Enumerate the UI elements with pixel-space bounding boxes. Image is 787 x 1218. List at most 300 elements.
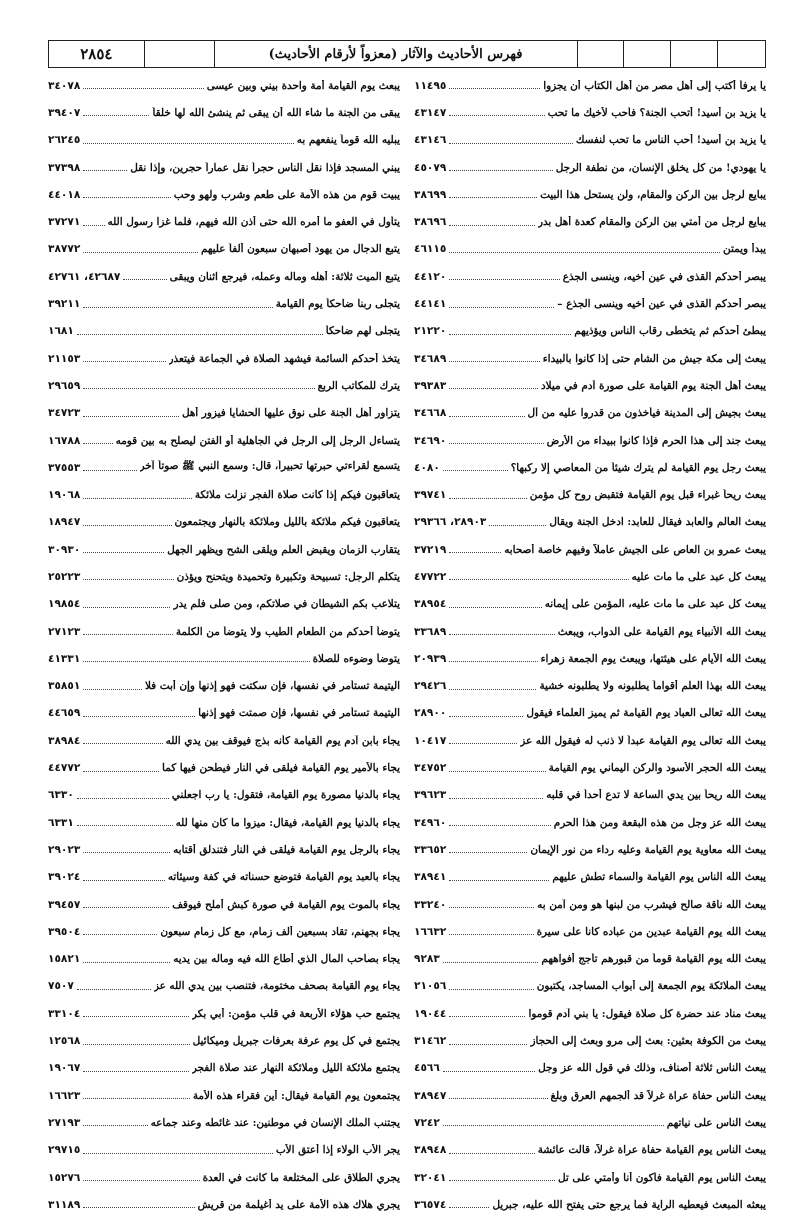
index-entry <box>414 154 766 181</box>
entry-reference-number: ٢٦٢٤٥ <box>48 134 81 147</box>
entry-text: اليتيمة تستأمر في نفسها، فإن صمتت فهو إذنها <box>198 707 400 720</box>
entry-reference-number: ٢٩٤٢٦ <box>414 680 447 693</box>
entry-reference-number: ٢٩٦٥٩ <box>48 379 81 392</box>
index-entry <box>48 372 400 399</box>
index-entry <box>414 1164 766 1191</box>
index-entry <box>414 99 766 126</box>
entry-reference-number: ١٩٠٦٨ <box>48 489 81 502</box>
entry-text: يتسمع لقراءتي حبرتها تحبيراً، قال: وسمع النبي ﷺ صوتاً آخر <box>139 460 400 473</box>
entry-reference-number: ٤٧٧٢٢ <box>414 570 447 583</box>
entry-reference-number: ٦٣٣١ <box>48 816 74 829</box>
index-entry <box>414 700 766 727</box>
entry-text: يجتمع ملائكة الليل وملائكة النهار عند صلاة الفجر <box>191 1062 400 1075</box>
entry-reference-number: ٩٢٨٣ <box>414 953 440 966</box>
entry-text: يبعث الله يوم القيامة قوماً من قبورهم تأجج أفواههم <box>541 953 766 966</box>
dot-leader <box>449 388 538 389</box>
index-entry <box>414 1082 766 1109</box>
entry-reference-number: ٣٩٤٠٧ <box>48 106 81 119</box>
dot-leader <box>449 934 533 935</box>
dot-leader <box>83 197 170 198</box>
entry-reference-number: ٢٨٩٠٣، ٢٩٣٦٦ <box>414 516 487 529</box>
index-entry <box>414 618 766 645</box>
entry-text: يبعث الله تعالى يوم القيامة عبداً لا ذنب له فيقول الله عز <box>520 734 766 747</box>
entry-reference-number: ٣٦٥٧٤ <box>414 1198 447 1211</box>
index-entry <box>414 591 766 618</box>
dot-leader <box>83 470 136 471</box>
index-entry <box>48 591 400 618</box>
entry-reference-number: ٤٤٠١٨ <box>48 188 81 201</box>
entry-reference-number: ٣٠٩٣٠ <box>48 543 81 556</box>
dot-leader <box>449 743 517 744</box>
index-entry <box>414 1109 766 1136</box>
entry-reference-number: ٣٩٧٤١ <box>414 489 447 502</box>
entry-text: يبعث العالم والعابد فيقال للعابد: ادخل الجنة ويقال <box>549 516 766 529</box>
entry-text: يتقارب الزمان ويقبض العلم ويلقى الشح ويظهر الجهل <box>167 543 400 556</box>
entry-reference-number: ٣٩٥٠٤ <box>48 925 81 938</box>
index-entry <box>414 318 766 345</box>
entry-reference-number: ١١٤٩٥ <box>414 79 447 92</box>
index-entry <box>414 864 766 891</box>
dot-leader <box>83 170 127 171</box>
header-empty-cell <box>718 41 765 67</box>
entry-reference-number: ٣٣٦٨٩ <box>414 625 447 638</box>
entry-text: يتوضأ وضوءه للصلاة <box>312 652 400 665</box>
index-entry <box>48 400 400 427</box>
entry-text: يبني المسجد فإذا نقل الناس حجراً نقل عماراً حجرين، وإذا نقل <box>130 161 400 174</box>
entry-text: يبعث رجل يوم القيامة لم يترك شيئاً من المعاصي إلا ركبها؟ <box>510 461 766 474</box>
dot-leader <box>83 743 162 744</box>
entry-reference-number: ١٩٨٥٤ <box>48 598 81 611</box>
entry-text: يتعاقبون فيكم إذا كانت صلاة الفجر نزلت ملائكة <box>194 489 400 502</box>
dot-leader <box>77 798 169 799</box>
dot-leader <box>123 279 166 280</box>
entry-text: يتأول في العفو ما أمره الله حتى أذن الله فيهم، فلما غزا رسول الله <box>107 216 400 229</box>
index-entry <box>414 946 766 973</box>
dot-leader <box>449 361 539 362</box>
index-entry <box>48 481 400 508</box>
entry-text: يتلاعب بكم الشيطان في صلاتكم، ومن صلى فلم يدر <box>173 598 400 611</box>
dot-leader <box>83 689 142 690</box>
entry-reference-number: ٣١١٨٩ <box>48 1198 81 1211</box>
entry-reference-number: ٢٥٢٢٣ <box>48 570 81 583</box>
entry-reference-number: ١٦٦٢٣ <box>48 1089 81 1102</box>
index-entry <box>414 1191 766 1218</box>
dot-leader <box>83 1044 189 1045</box>
index-entry <box>414 181 766 208</box>
entry-reference-number: ٤٥٦٦ <box>414 1062 440 1075</box>
entry-text: يجتنب الملك الإنسان في موطنين: عند غائطه وعند جماعه <box>150 1116 400 1129</box>
entry-text: يجاء بصاحب المال الذي أطاع الله فيه وماله بين يديه <box>173 953 400 966</box>
entry-reference-number: ١٢٥٦٨ <box>48 1035 81 1048</box>
entry-reference-number: ٣٤٧٥٢ <box>414 762 447 775</box>
entry-text: يبعث الله الأنبياء يوم القيامة على الدواب، ويبعث <box>557 625 766 638</box>
dot-leader <box>83 225 104 226</box>
index-entry <box>48 864 400 891</box>
index-entry <box>414 290 766 317</box>
index-entry <box>48 318 400 345</box>
dot-leader <box>83 361 165 362</box>
entry-text: يبعث الله بهذا العلم أقواماً يطلبونه ولا يطلبونه خشية <box>539 680 766 693</box>
entry-text: يتوضأ أحدكم من الطعام الطيب ولا يتوضأ من الكلمة <box>175 625 400 638</box>
dot-leader <box>449 634 554 635</box>
dot-leader <box>449 771 545 772</box>
index-entry <box>48 836 400 863</box>
entry-text: يبايع لرجل بين الركن والمقام، ولن يستحل هذا البيت <box>540 188 766 201</box>
index-entry <box>414 673 766 700</box>
entry-reference-number: ١٩٠٤٤ <box>414 1007 447 1020</box>
entry-reference-number: ٣٨٩٨٤ <box>48 734 81 747</box>
entry-text: يبصر أحدكم القذى في عين أخيه وينسى الجذع – <box>557 298 766 311</box>
index-entry <box>48 700 400 727</box>
dot-leader <box>449 252 720 253</box>
index-entry <box>48 563 400 590</box>
entry-reference-number: ٣٤٠٧٨ <box>48 79 81 92</box>
dot-leader <box>449 798 543 799</box>
entry-text: يبعث ريحاً غبراء قبل يوم القيامة فتقبض روح كل مؤمن <box>529 489 766 502</box>
entry-text: يجري الطلاق على المختلعة ما كانت في العدة <box>202 1171 400 1184</box>
entry-text: يتكلم الرجل: تسبيحة وتكبيرة وتحميدة ويتحنح ويؤذن <box>176 570 400 583</box>
index-entry <box>48 236 400 263</box>
dot-leader <box>83 143 293 144</box>
index-column-right <box>414 72 766 1218</box>
index-entry <box>48 891 400 918</box>
header-empty-cell <box>671 41 718 67</box>
index-entry <box>414 400 766 427</box>
dot-leader <box>83 498 191 499</box>
entry-text: يبقى من الجنة ما شاء الله أن يبقى ثم ينشئ الله لها خلقاً <box>152 106 400 119</box>
dot-leader <box>83 307 272 308</box>
entry-text: يبعث الناس ثلاثة أصناف، وذلك في قول الله عز وجل <box>538 1062 766 1075</box>
dot-leader <box>83 716 195 717</box>
entry-reference-number: ٤٤٧٧٢ <box>48 762 81 775</box>
entry-text: يبعث من الكوفة بعثين: بعث إلى مرو وبعث إلى الحجاز <box>530 1035 766 1048</box>
entry-text: يجاء بالأمير يوم القيامة فيلقى في النار فيطحن فيها كما <box>162 762 400 775</box>
entry-text: يتبع الميت ثلاثة: أهله وماله وعمله، فيرجع اثنان ويبقى <box>169 270 400 283</box>
index-entry <box>48 1191 400 1218</box>
entry-text: يبعث أهل الجنة يوم القيامة على صورة آدم في ميلاد <box>541 379 766 392</box>
entry-reference-number: ٢٠٩٣٩ <box>414 652 447 665</box>
index-entry <box>414 127 766 154</box>
entry-reference-number: ٣٤٦٨٩ <box>414 352 447 365</box>
entry-reference-number: ٣٤٦٩٠ <box>414 434 447 447</box>
header-empty-cell <box>578 41 625 67</box>
entry-text: يبعث مناد عند حضرة كل صلاة فيقول: يا بني آدم قوموا <box>528 1007 766 1020</box>
entry-reference-number: ٣٧٢١٩ <box>414 543 447 556</box>
dot-leader <box>83 1153 273 1154</box>
dot-leader <box>83 443 112 444</box>
entry-text: يتجلى لهم ضاحكاً <box>325 325 400 338</box>
dot-leader <box>443 1125 664 1126</box>
entry-reference-number: ٣٧٥٥٣ <box>48 461 81 474</box>
dot-leader <box>449 852 527 853</box>
entry-reference-number: ١٠٤١٧ <box>414 734 447 747</box>
entry-reference-number: ٣٨٩٤٨ <box>414 1144 447 1157</box>
entry-text: يا يزيد بن أسيد! أحب الناس ما تحب لنفسك <box>575 134 766 147</box>
entry-text: يبعث الناس يوم القيامة فأكون أنا وأمتي على تل <box>557 1171 766 1184</box>
entry-text: يبعث الله ريحاً بين يدي الساعة لا تدع أحداً في قلبه <box>546 789 766 802</box>
dot-leader <box>83 661 309 662</box>
dot-leader <box>83 771 159 772</box>
index-entry <box>48 618 400 645</box>
dot-leader <box>449 689 536 690</box>
dot-leader <box>449 170 552 171</box>
entry-reference-number: ١٦٨١ <box>48 325 74 338</box>
dot-leader <box>443 470 508 471</box>
index-entry <box>414 1055 766 1082</box>
index-entry <box>48 208 400 235</box>
dot-leader <box>449 1180 555 1181</box>
entry-reference-number: ٣٩٢١١ <box>48 298 81 311</box>
entry-reference-number: ٣٩٠٢٤ <box>48 871 81 884</box>
index-entry <box>48 454 400 481</box>
index-entry <box>48 918 400 945</box>
dot-leader <box>449 143 572 144</box>
dot-leader <box>449 552 501 553</box>
entry-text: يبعث بجيش إلى المدينة فيأخذون من قدروا عليه من آل <box>527 407 766 420</box>
index-entry <box>414 836 766 863</box>
index-entry <box>414 236 766 263</box>
dot-leader <box>449 416 524 417</box>
entry-text: يتساءل الرجل إلى الرجل في الجاهلية أو الفتن ليصلح به بين قومه <box>115 434 400 447</box>
entry-reference-number: ٣٤٧٢٣ <box>48 407 81 420</box>
entry-text: يتزاور أهل الجنة على نوق عليها الحشايا فيزور أهل <box>181 407 400 420</box>
entry-text: يترك للمكاتب الربع <box>317 379 400 392</box>
entry-text: يبعث الناس على نياتهم <box>666 1116 766 1129</box>
entry-text: يبعث يوم القيامة أمة واحدة بيني وبين عيسى <box>206 79 400 92</box>
dot-leader <box>83 1180 199 1181</box>
index-entry <box>48 1109 400 1136</box>
entry-reference-number: ٢١٠٥٦ <box>414 980 447 993</box>
entry-reference-number: ٤٤١٢٠ <box>414 270 447 283</box>
entry-text: يجاء بجهنم، تقاد بسبعين ألف زمام، مع كل زمام سبعون <box>160 925 400 938</box>
index-entry <box>414 1137 766 1164</box>
index-column-left <box>48 72 400 1218</box>
index-entry <box>48 754 400 781</box>
header-empty-cell <box>624 41 671 67</box>
dot-leader <box>449 88 540 89</box>
index-entry <box>414 72 766 99</box>
dot-leader <box>449 907 534 908</box>
index-entry <box>48 1055 400 1082</box>
entry-reference-number: ٤٣١٤٦ <box>414 134 447 147</box>
dot-leader <box>83 880 164 881</box>
entry-reference-number: ١٨٩٤٧ <box>48 516 81 529</box>
dot-leader <box>83 552 164 553</box>
entry-text: يبعث جند إلى هذا الحرم فإذا كانوا ببيداء من الأرض <box>546 434 766 447</box>
index-entry <box>414 973 766 1000</box>
index-entry <box>414 481 766 508</box>
header-empty-cell <box>145 41 215 67</box>
index-entry <box>48 263 400 290</box>
entry-text: يجتمع في كل يوم عرفة بعرفات جبريل وميكائيل <box>192 1035 400 1048</box>
entry-text: يبصر أحدكم القذى في عين أخيه، وينسى الجذع <box>562 270 766 283</box>
index-entry <box>48 127 400 154</box>
entry-text: يجري هلاك هذه الأمة على يد أغيلمة من قريش <box>197 1198 400 1211</box>
index-entry <box>414 563 766 590</box>
entry-text: يجاء بالرجل يوم القيامة فيلقى في النار فتندلق أقتابه <box>173 843 400 856</box>
index-entry <box>48 290 400 317</box>
entry-reference-number: ٧٥٠٧ <box>48 980 74 993</box>
dot-leader <box>83 962 170 963</box>
entry-reference-number: ٢٩٧١٥ <box>48 1144 81 1157</box>
entry-reference-number: ٣٨٧٧٢ <box>48 243 81 256</box>
index-entry <box>48 809 400 836</box>
entry-reference-number: ٣٤٦٦٨ <box>414 407 447 420</box>
entry-text: يبعث الله ناقة صالح فيشرب من لبنها هو ومن آمن به <box>537 898 766 911</box>
entry-reference-number: ٣٣٢٤٠ <box>414 898 447 911</box>
index-entry <box>48 645 400 672</box>
entry-reference-number: ٢٧١٢٣ <box>48 625 81 638</box>
entry-reference-number: ٣٨٩٤٧ <box>414 1089 447 1102</box>
entry-reference-number: ٣٩٤٥٧ <box>48 898 81 911</box>
entry-text: يبعث الناس يوم القيامة حفاة عراة غرلاً، قالت عائشة <box>537 1144 766 1157</box>
dot-leader <box>449 197 537 198</box>
entry-text: يبليه الله قوماً ينفعهم به <box>296 134 400 147</box>
index-entry <box>48 946 400 973</box>
index-entry <box>414 509 766 536</box>
entry-text: يبعث الله يوم القيامة عبدين من عباده كانا على سيرة <box>536 925 766 938</box>
entry-reference-number: ٤٦١١٥ <box>414 243 447 256</box>
entry-reference-number: ٤٣١٤٧ <box>414 106 447 119</box>
entry-text: يبعث الناس حفاة عراة غرلاً قد ألجمهم العرق وبلغ <box>550 1089 766 1102</box>
dot-leader <box>449 1098 547 1099</box>
dot-leader <box>449 579 628 580</box>
entry-text: يبعث الله الناس يوم القيامة والسماء تطش عليهم <box>552 871 766 884</box>
dot-leader <box>449 115 544 116</box>
dot-leader <box>449 498 526 499</box>
entry-reference-number: ٣٢٠٤١ <box>414 1171 447 1184</box>
index-entry <box>414 727 766 754</box>
dot-leader <box>449 607 541 608</box>
dot-leader <box>449 880 549 881</box>
dot-leader <box>83 579 173 580</box>
entry-reference-number: ٤١٣٣١ <box>48 652 81 665</box>
dot-leader <box>83 607 170 608</box>
entry-text: يجاء يوم القيامة بصحف مختومة، فتنصب بين يدي الله عز <box>153 980 400 993</box>
entry-reference-number: ٣٨٦٩٦ <box>414 216 447 229</box>
dot-leader <box>83 1125 147 1126</box>
entry-text: يبطئ أحدكم ثم يتخطى رقاب الناس ويؤذيهم <box>574 325 766 338</box>
index-entry <box>414 372 766 399</box>
entry-text: يبيت قوم من هذه الأمة على طعم وشرب ولهو وحب <box>173 188 400 201</box>
dot-leader <box>449 989 533 990</box>
dot-leader <box>449 716 523 717</box>
entry-reference-number: ٣٥٨٥١ <box>48 680 81 693</box>
entry-text: يبعث الله الحجر الأسود والركن اليماني يوم القيامة <box>548 762 766 775</box>
page-number: ٢٨٥٤ <box>49 41 145 67</box>
entry-text: يبايع لرجل من أمتي بين الركن والمقام كعدة أهل بدر <box>537 216 766 229</box>
entry-reference-number: ٣٨٩٤١ <box>414 871 447 884</box>
entry-reference-number: ٤٤٦٥٩ <box>48 707 81 720</box>
index-entry <box>48 536 400 563</box>
entry-reference-number: ٣٨٦٩٩ <box>414 188 447 201</box>
entry-reference-number: ٣٣١٠٤ <box>48 1007 81 1020</box>
index-entry <box>414 263 766 290</box>
index-entry <box>414 645 766 672</box>
entry-reference-number: ٣٣٦٥٢ <box>414 843 447 856</box>
dot-leader <box>449 334 571 335</box>
entry-reference-number: ٤٤١٤١ <box>414 298 447 311</box>
entry-text: يا يزيد بن أسيد! أتحب الجنة؟ فأحب لأخيك ما تحب <box>547 106 766 119</box>
entry-reference-number: ١٥٨٢١ <box>48 953 81 966</box>
dot-leader <box>77 334 323 335</box>
entry-reference-number: ٢١١٥٣ <box>48 352 81 365</box>
entry-reference-number: ١٥٢٧٦ <box>48 1171 81 1184</box>
entry-reference-number: ٣٤٩٦٠ <box>414 816 447 829</box>
entry-text: يجتمعون يوم القيامة فيقال: أين فقراء هذه الأمة <box>192 1089 400 1102</box>
entry-text: اليتيمة تستأمر في نفسها، فإن سكتت فهو إذنها وإن أبت فلا <box>144 680 400 693</box>
dot-leader <box>449 825 550 826</box>
dot-leader <box>83 1098 189 1099</box>
dot-leader <box>443 1071 535 1072</box>
index-entry <box>414 1000 766 1027</box>
dot-leader <box>449 661 537 662</box>
dot-leader <box>83 252 198 253</box>
index-entry <box>48 345 400 372</box>
entry-text: يبعث إلى مكة جيش من الشام حتى إذا كانوا بالبيداء <box>542 352 766 365</box>
entry-reference-number: ١٦٦٣٢ <box>414 925 447 938</box>
entry-text: يبعث الله تعالى العباد يوم القيامة ثم يميز العلماء فيقول <box>526 707 766 720</box>
entry-text: يبعثه المبعث فيعطيه الراية فما يرجع حتى يفتح الله عليه، جبريل <box>492 1198 766 1211</box>
entry-reference-number: ٢٧١٩٣ <box>48 1116 81 1129</box>
dot-leader <box>83 1016 189 1017</box>
index-entry <box>48 1082 400 1109</box>
index-entry <box>48 509 400 536</box>
entry-reference-number: ٣٧٢٧١ <box>48 216 81 229</box>
entry-text: يبعث كل عبد على ما مات عليه، المؤمن على إيمانه <box>544 598 766 611</box>
dot-leader <box>449 225 535 226</box>
dot-leader <box>83 907 169 908</box>
dot-leader <box>83 525 171 526</box>
entry-text: يا يهودي! من كل يخلق الإنسان، من نطفة الرجل <box>555 161 766 174</box>
entry-text: يجر الأب الولاء إذا أعتق الأب <box>275 1144 400 1157</box>
dot-leader <box>83 1207 194 1208</box>
dot-leader <box>449 1207 489 1208</box>
index-entry <box>48 72 400 99</box>
entry-text: يبدأ ويمتن <box>723 243 766 256</box>
entry-reference-number: ٢١٢٢٠ <box>414 325 447 338</box>
dot-leader <box>489 525 546 526</box>
entry-text: يتخذ أحدكم السائمة فيشهد الصلاة في الجماعة فيتعذر <box>168 352 400 365</box>
entry-reference-number: ٢٩٠٢٣ <box>48 843 81 856</box>
entry-reference-number: ٤٥٠٧٩ <box>414 161 447 174</box>
index-entry <box>48 99 400 126</box>
entry-text: يتجلى ربنا ضاحكاً يوم القيامة <box>275 298 400 311</box>
entry-text: يبعث الله عز وجل من هذه البقعة ومن هذا الحرم <box>553 816 766 829</box>
entry-text: يبعث كل عبد على ما مات عليه <box>631 570 766 583</box>
entry-reference-number: ٣١٤٦٢ <box>414 1035 447 1048</box>
index-entry <box>48 1000 400 1027</box>
index-entry <box>48 427 400 454</box>
entry-text: يبعث الملائكة يوم الجمعة إلى أبواب المساجد، يكتبون <box>536 980 766 993</box>
entry-text: يتعاقبون فيكم ملائكة بالليل وملائكة بالنهار ويجتمعون <box>174 516 400 529</box>
entry-text: يجاء بالدنيا يوم القيامة، فيقال: ميزوا ما كان منها لله <box>175 816 400 829</box>
entry-text: يجاء بابن آدم يوم القيامة كأنه بذج فيوقف بين يدي الله <box>165 734 400 747</box>
entry-text: يبعث الله معاوية يوم القيامة وعليه رداء من نور الإيمان <box>530 843 766 856</box>
index-entry <box>48 782 400 809</box>
header-title: فهرس الأحاديث والآثار (معزواً لأرقام الأحاديث) <box>215 41 578 67</box>
index-entry <box>414 754 766 781</box>
entry-reference-number: ٣٩٣٨٣ <box>414 379 447 392</box>
index-entry <box>414 891 766 918</box>
entry-text: يتبع الدجال من يهود أصبهان سبعون ألفاً عليهم <box>200 243 400 256</box>
dot-leader <box>83 852 170 853</box>
index-entry <box>48 1027 400 1054</box>
dot-leader <box>77 825 173 826</box>
entry-text: يبعث الله الأيام على هيئتها، ويبعث يوم الجمعة زهراء <box>540 652 766 665</box>
index-entry <box>414 1027 766 1054</box>
entry-reference-number: ٧٢٤٢ <box>414 1116 440 1129</box>
